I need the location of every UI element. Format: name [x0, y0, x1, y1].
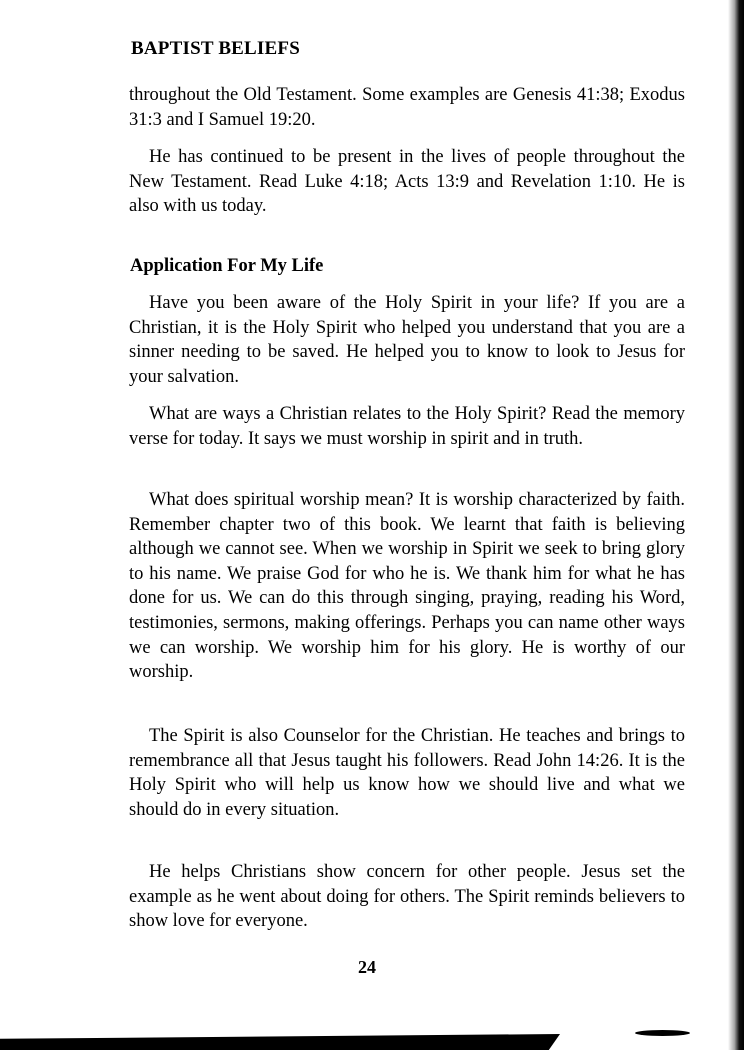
- paragraph-relates: What are ways a Christian relates to the Holy Spirit? Read the memory verse for today. It says we must worship in spirit and in truth.: [129, 404, 685, 449]
- scan-edge-shadow-right: [728, 0, 744, 1050]
- paragraph-old-testament: throughout the Old Testament. Some examples are Genesis 41:38; Exodus 31:3 and I Samuel 19:20.: [129, 85, 685, 130]
- paragraph-counselor: The Spirit is also Counselor for the Christian. He teaches and brings to remembrance all that Jesus taught his followers. Read John 14:26. It is the Holy Spirit who will help us know how we should live and what we should do in every situation.: [129, 726, 685, 820]
- paragraph-concern: He helps Christians show concern for other people. Jesus set the example as he went about doing for others. The Spirit reminds believers to show love for everyone.: [129, 862, 685, 932]
- page-number: 24: [358, 957, 376, 977]
- paragraph-spiritual-worship: What does spiritual worship mean? It is worship characterized by faith. Remember chapter two of this book. We learnt that faith is believing although we cannot see. When we worship in Spirit we seek to bring glory to his name. We praise God for who he is. We thank him for what he has done for us. We can do this through singing, praying, reading his Word, testimonies, sermons, making offerings. Perhaps you can name other ways we can worship. We worship him for his glory. He is worthy of our worship.: [129, 490, 685, 683]
- scan-edge-mark: [635, 1030, 690, 1036]
- paragraph-new-testament: He has continued to be present in the lives of people throughout the New Testament. Read Luke 4:18; Acts 13:9 and Revelation 1:10. He is also with us today.: [129, 147, 685, 217]
- paragraph-awareness: Have you been aware of the Holy Spirit in your life? If you are a Christian, it is the Holy Spirit who helped you understand that you are a sinner needing to be saved. He helped you to know to look to Jesus for your salvation.: [129, 293, 685, 387]
- section-heading: Application For My Life: [130, 256, 324, 276]
- running-head: BAPTIST BELIEFS: [131, 38, 300, 59]
- scan-edge-shadow-bottom: [0, 1034, 560, 1050]
